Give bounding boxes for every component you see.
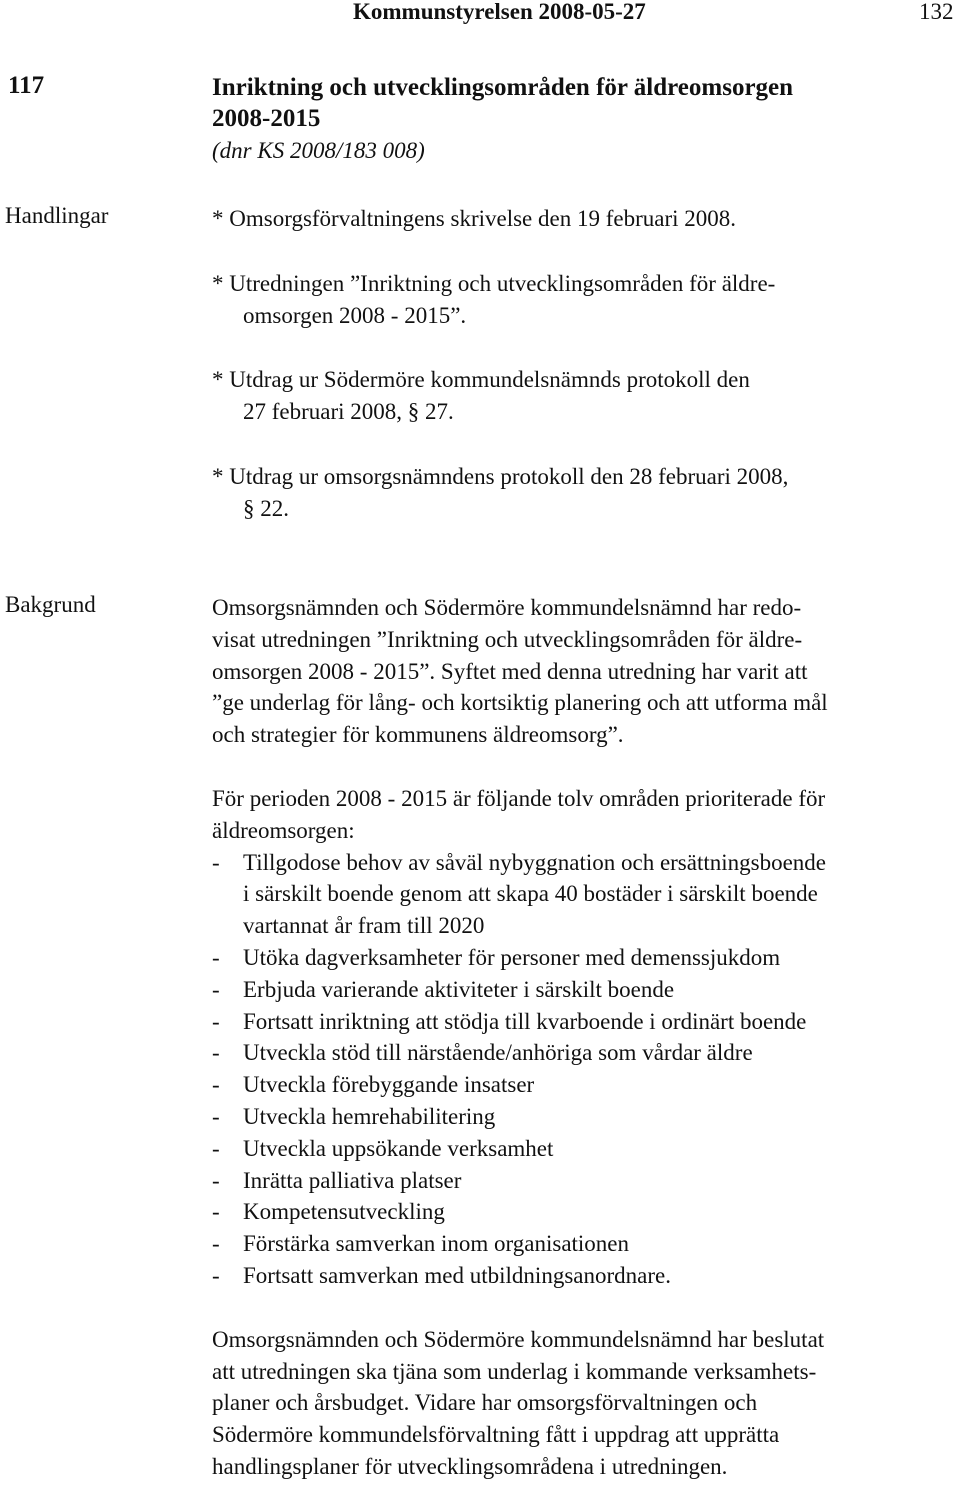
text-line: ”ge underlag för lång- och kortsiktig planering och att utforma mål — [212, 690, 828, 716]
list-item-text: Utveckla hemrehabilitering — [243, 1103, 496, 1129]
bullet-marker: - — [212, 1008, 220, 1034]
list-item — [212, 1260, 960, 1292]
bullet-marker: - — [212, 1199, 220, 1225]
list-item-text: Erbjuda varierande aktiviteter i särskilt boende — [243, 976, 675, 1002]
section-number: 117 — [8, 72, 45, 99]
list-item — [212, 847, 960, 879]
handlingar-item-line: * Utredningen ”Inriktning och utvecklingsområden för äldre- — [212, 270, 776, 296]
handlingar-item-line: * Utdrag ur omsorgsnämndens protokoll den 28 februari 2008, — [212, 463, 789, 489]
text-line: För perioden 2008 - 2015 är följande tolv områden prioriterade för — [212, 785, 826, 811]
list-item-text: Utveckla stöd till närstående/anhöriga som vårdar äldre — [243, 1040, 753, 1066]
text-line: Omsorgsnämnden och Södermöre kommundelsnämnd har redo- — [212, 595, 802, 620]
bakgrund-body — [212, 592, 960, 1483]
handlingar-item-line: omsorgen 2008 - 2015”. — [243, 302, 467, 328]
list-item — [212, 1196, 960, 1228]
list-item-text: Utveckla förebyggande insatser — [243, 1072, 535, 1098]
bullet-marker: - — [212, 976, 220, 1002]
bullet-marker: - — [212, 944, 220, 970]
section-reference: (dnr KS 2008/183 008) — [212, 138, 425, 163]
bakgrund-label: Bakgrund — [5, 592, 96, 617]
bullet-marker: - — [212, 1231, 220, 1257]
list-item — [212, 942, 960, 974]
text-line: Omsorgsnämnden och Södermöre kommundelsnämnd har beslutat — [212, 1326, 825, 1352]
text-line: att utredningen ska tjäna som underlag i kommande verksamhets- — [212, 1358, 817, 1384]
page-number: 132 — [919, 0, 954, 24]
list-item — [212, 1165, 960, 1197]
list-item-continuation: vartannat år fram till 2020 — [243, 913, 485, 939]
page-header-title: Kommunstyrelsen 2008-05-27 — [353, 0, 646, 24]
handlingar-item — [212, 268, 960, 332]
bullet-marker: - — [212, 849, 220, 875]
list-item-text: Förstärka samverkan inom organisationen — [243, 1231, 630, 1257]
list-item-text: Fortsatt inriktning att stödja till kvarboende i ordinärt boende — [243, 1008, 807, 1034]
list-item — [212, 1069, 960, 1101]
handlingar-item-line: § 22. — [243, 495, 289, 521]
list-item-text: Kompetensutveckling — [243, 1199, 445, 1225]
bakgrund-paragraph — [212, 592, 960, 751]
section-title — [212, 72, 793, 134]
text-line: planer och årsbudget. Vidare har omsorgsförvaltningen och — [212, 1390, 758, 1416]
list-item-text: Tillgodose behov av såväl nybyggnation och ersättningsboende — [243, 849, 827, 875]
section-title-line: Inriktning och utvecklingsområden för äldreomsorgen — [212, 74, 794, 101]
bullet-marker: - — [212, 1135, 220, 1161]
list-item — [212, 1006, 960, 1038]
list-item — [212, 1101, 960, 1133]
list-item-continuation: i särskilt boende genom att skapa 40 bostäder i särskilt boende — [243, 881, 818, 907]
priorities-list — [212, 847, 960, 1292]
bullet-marker: - — [212, 1167, 220, 1193]
handlingar-item-line: * Utdrag ur Södermöre kommundelsnämnds protokoll den — [212, 367, 750, 393]
handlingar-item-line: * Omsorgsförvaltningens skrivelse den 19 februari 2008. — [212, 206, 737, 231]
list-item — [212, 1133, 960, 1165]
list-item-text: Inrätta palliativa platser — [243, 1167, 462, 1193]
bullet-marker: - — [212, 1262, 220, 1288]
list-item-text: Fortsatt samverkan med utbildningsanordnare. — [243, 1262, 671, 1288]
bakgrund-paragraph — [212, 1324, 960, 1483]
bullet-marker: - — [212, 1040, 220, 1066]
text-line: äldreomsorgen: — [212, 817, 355, 843]
handlingar-list — [212, 203, 960, 525]
list-item — [212, 1228, 960, 1260]
bullet-marker: - — [212, 1103, 220, 1129]
text-line: handlingsplaner för utvecklingsområdena i utredningen. — [212, 1453, 728, 1479]
bullet-marker: - — [212, 1072, 220, 1098]
list-item — [212, 1037, 960, 1069]
handlingar-item — [212, 364, 960, 428]
section-title-line: 2008-2015 — [212, 105, 321, 132]
list-item-text: Utöka dagverksamheter för personer med demenssjukdom — [243, 944, 781, 970]
handlingar-item-line: 27 februari 2008, § 27. — [243, 399, 454, 425]
priorities-intro — [212, 783, 960, 847]
handlingar-item — [212, 461, 960, 525]
text-line: Södermöre kommundelsförvaltning fått i uppdrag att upprätta — [212, 1422, 780, 1448]
bullet-container — [212, 942, 960, 1292]
handlingar-item — [212, 203, 960, 235]
text-line: omsorgen 2008 - 2015”. Syftet med denna utredning har varit att — [212, 658, 808, 684]
text-line: och strategier för kommunens äldreomsorg”. — [212, 722, 624, 748]
handlingar-label: Handlingar — [5, 203, 109, 228]
text-line: visat utredningen ”Inriktning och utvecklingsområden för äldre- — [212, 626, 803, 652]
list-item — [212, 974, 960, 1006]
list-item-text: Utveckla uppsökande verksamhet — [243, 1135, 554, 1161]
